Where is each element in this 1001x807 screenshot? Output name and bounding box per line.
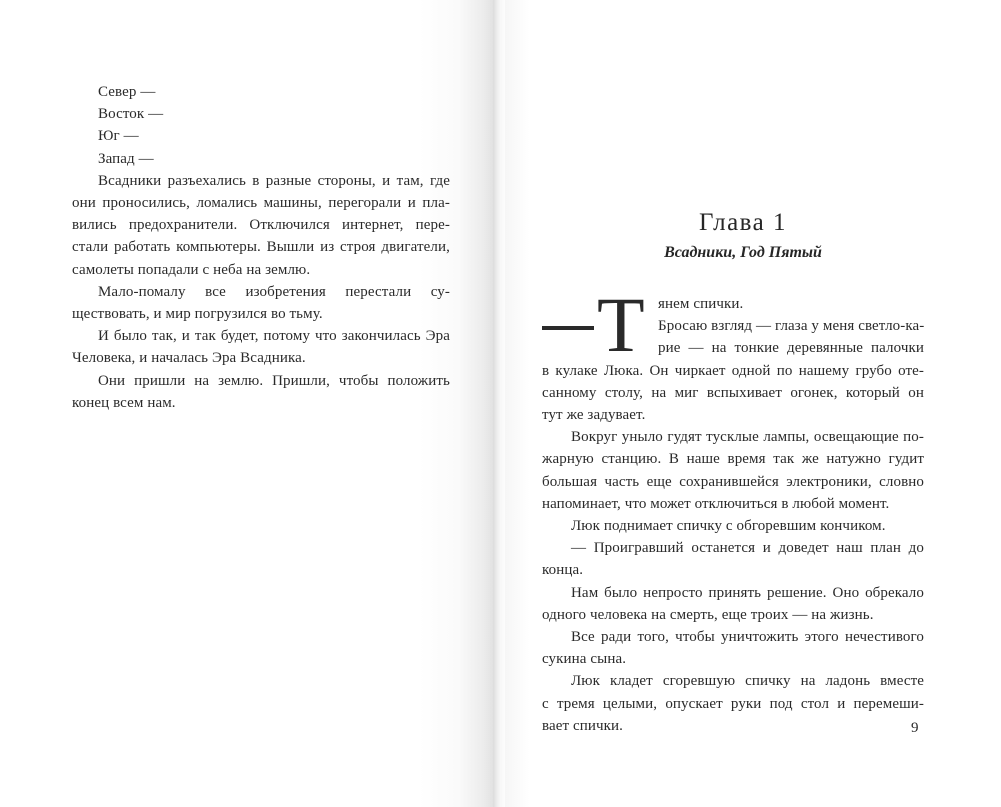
text-line: конец всем нам. (72, 394, 176, 411)
chapter-title: Глава 1 (699, 209, 787, 236)
text-line: Бросаю взгляд — глаза у меня светло-ка- (658, 318, 925, 335)
text-line: Человека, и началась Эра Всадника. (72, 350, 306, 367)
text-line: Люк кладет сгоревшую спичку на ладонь вместе (571, 673, 924, 690)
text-line: Вокруг уныло гудят тусклые лампы, освещающие по- (571, 429, 924, 446)
text-line: санному столу, на миг вспыхивает огонек, который он (542, 384, 924, 401)
text-line: они проносились, ломались машины, перегорали и пла- (72, 195, 450, 212)
text-line: Мало-помалу все изобретения перестали су- (98, 283, 450, 300)
text-line: Нам было непросто принять решение. Оно обрекало (571, 584, 924, 601)
text-line: И было так, и так будет, потому что закончилась Эра (98, 328, 450, 345)
text-line: вились предохранители. Отключился интернет, пере- (72, 217, 450, 234)
text-line: Они пришли на землю. Пришли, чтобы положить (98, 372, 450, 389)
text-line: жарную станцию. В наше время так же натужно гудит (542, 451, 924, 468)
text-line: самолеты попадали с неба на землю. (72, 261, 311, 278)
text-line: конца. (542, 562, 584, 579)
text-line: одного человека на смерть, еще троих — на жизнь. (542, 606, 874, 623)
text-line: напоминает, что может отключиться в любой момент. (542, 495, 890, 512)
text-line: тут же задувает. (542, 407, 646, 424)
right-page-text (542, 293, 924, 737)
text-line: Всадники разъехались в разные стороны, и там, где (98, 172, 450, 189)
text-line: Все ради того, чтобы уничтожить этого нечестивого (571, 629, 924, 646)
text-line: — Проигравший останется и доведет наш план до (571, 540, 924, 557)
chapter-subtitle: Всадники, Год Пятый (664, 244, 822, 261)
text-line: сукина сына. (542, 651, 627, 668)
left-page-text (72, 81, 450, 414)
text-line: вает спички. (542, 717, 624, 734)
text-line: Восток — (98, 106, 164, 123)
page-number: 9 (911, 720, 919, 736)
text-line: с тремя целыми, опускает руки под стол и перемеши- (542, 695, 924, 712)
text-line: Запад — (98, 150, 154, 167)
drop-cap-letter: Т (597, 281, 645, 368)
text-line: янем спички. (658, 296, 744, 312)
chapter-heading (543, 208, 943, 264)
text-line: стали работать компьютеры. Вышли из строя двигатели, (72, 239, 450, 256)
text-line: большая часть еще сохранившейся электроники, словно (542, 473, 924, 490)
text-line: Люк поднимает спичку с обгоревшим кончиком. (571, 518, 886, 535)
text-line: рие — на тонкие деревянные палочки (658, 340, 924, 357)
text-line: ществовать, и мир погрузился во тьму. (72, 306, 323, 323)
text-line: в кулаке Люка. Он чиркает одной по нашему грубо оте- (542, 362, 924, 379)
book-gutter (493, 0, 505, 807)
text-line: Юг — (98, 128, 139, 145)
text-line: Север — (98, 84, 156, 100)
